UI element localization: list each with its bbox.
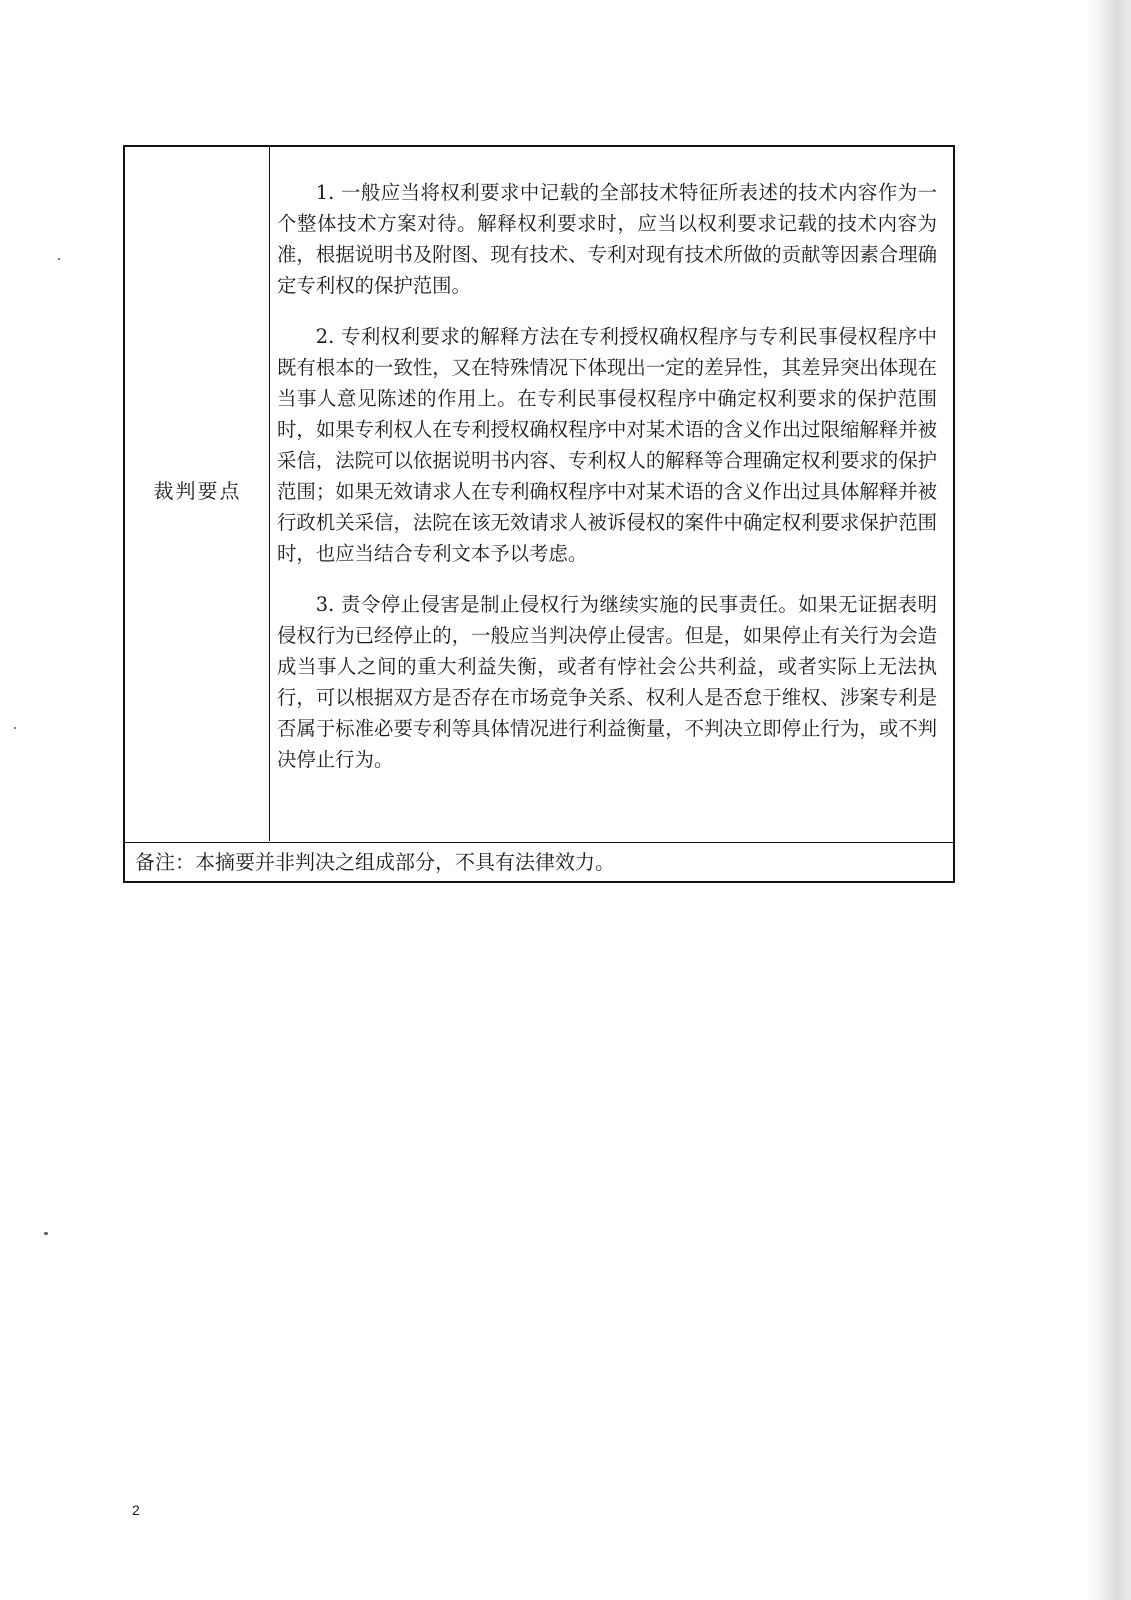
key-point-2-number: 2. xyxy=(315,325,341,348)
key-point-3 xyxy=(277,589,937,775)
key-points-label-cell xyxy=(125,147,270,841)
scan-speck xyxy=(14,727,16,729)
scan-edge-shadow xyxy=(1085,0,1131,1600)
key-point-2-text: 专利权利要求的解释方法在专利授权确权程序与专利民事侵权程序中既有根本的一致性，又在特殊情况下体现出一定的差异性，其差异突出体现在当事人意见陈述的作用上。在专利民事侵权程序中确定权利要求的保护范围时，如果专利权人在专利授权确权程序中对某术语的含义作出过限缩解释并被采信，法院可以依据说明书内容、专利权人的解释等合理确定权利要求的保护范围；如果无效请求人在专利确权程序中对某术语的含义作出过具体解释并被行政机关采信，法院在该无效请求人被诉侵权的案件中确定权利要求保护范围时，也应当结合专利文本予以考虑。 xyxy=(277,325,938,565)
key-point-3-text: 责令停止侵害是制止侵权行为继续实施的民事责任。如果无证据表明侵权行为已经停止的，一般应当判决停止侵害。但是，如果停止有关行为会造成当事人之间的重大利益失衡，或者有悖社会公共利益，或者实际上无法执行，可以根据双方是否存在市场竞争关系、权利人是否怠于维权、涉案专利是否属于标准必要专利等具体情况进行利益衡量，不判决立即停止行为，或不判决停止行为。 xyxy=(277,593,938,771)
key-point-2 xyxy=(277,321,937,569)
page-number: 2 xyxy=(132,1502,140,1518)
note-row xyxy=(125,843,953,881)
judgment-summary-table xyxy=(123,145,955,883)
note-text: 备注：本摘要并非判决之组成部分，不具有法律效力。 xyxy=(135,850,615,874)
key-point-1-number: 1. xyxy=(315,181,341,204)
key-points-label: 裁判要点 xyxy=(153,479,242,503)
key-point-3-number: 3. xyxy=(315,593,341,616)
key-point-1-text: 一般应当将权利要求中记载的全部技术特征所表述的技术内容作为一个整体技术方案对待。解释权利要求时，应当以权利要求记载的技术内容为准，根据说明书及附图、现有技术、专利对现有技术所做的贡献等因素合理确定专利权的保护范围。 xyxy=(277,181,938,297)
key-points-row xyxy=(125,147,953,843)
key-points-content xyxy=(277,177,937,795)
scan-speck xyxy=(44,1232,48,1235)
scan-speck xyxy=(58,258,60,260)
key-point-1 xyxy=(277,177,937,301)
